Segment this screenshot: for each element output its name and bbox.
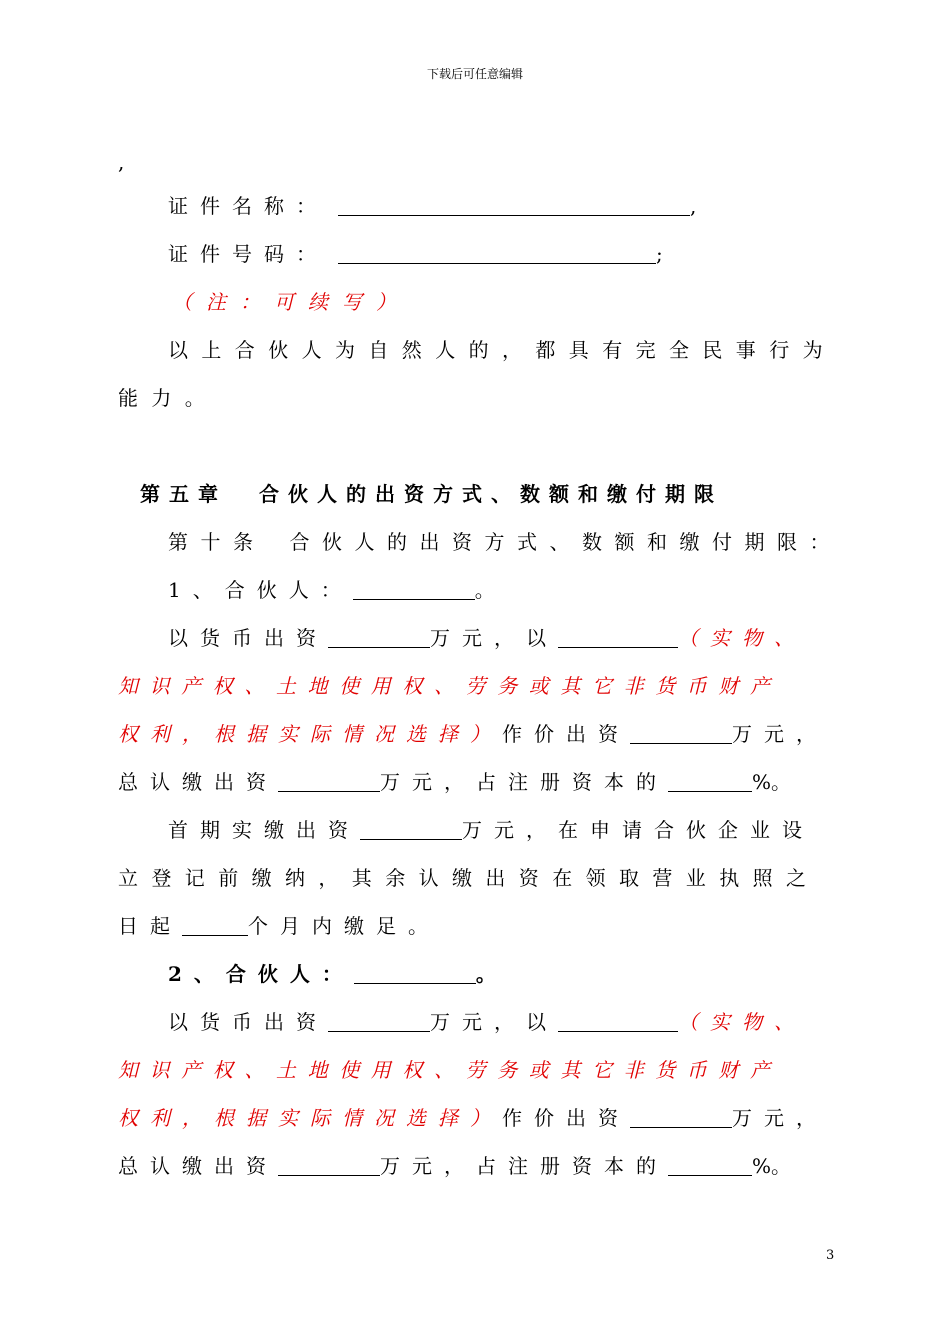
value-unit-2: 万元， <box>732 1106 828 1130</box>
asset-note-start: （实物、 <box>678 626 806 650</box>
value-label-2: 作价出资 <box>502 1106 630 1130</box>
value-line-1 <box>118 720 828 748</box>
cash-unit-2: 万元，以 <box>430 1010 558 1034</box>
asset-note-end-2: 权利，根据实际情况选择） <box>118 1106 502 1130</box>
first-payment-blank <box>360 819 462 840</box>
percent-sign: %。 <box>752 770 792 794</box>
id-name-line <box>168 192 696 220</box>
value-label: 作价出资 <box>502 722 630 746</box>
deadline-label: 日起 <box>118 914 182 938</box>
id-number-blank <box>338 243 656 264</box>
first-payment-label: 首期实缴出资 <box>168 818 360 842</box>
capacity-line-1: 以上合伙人为自然人的，都具有完全民事行为 <box>168 338 836 362</box>
id-name-label: 证件名称： <box>168 194 328 218</box>
asset-type-blank-1 <box>558 627 678 648</box>
registration-line: 立登记前缴纳，其余认缴出资在领取营业执照之 <box>118 866 820 890</box>
first-payment-text: 万元，在申请合伙企业设 <box>462 818 814 842</box>
total-line-1 <box>118 768 791 796</box>
article-number: 第十条 <box>168 530 266 554</box>
total-text-2: 万元，占注册资本的 <box>380 1154 668 1178</box>
value-line-2 <box>118 1104 828 1132</box>
id-number-label: 证件号码： <box>168 242 328 266</box>
partner-1-end: 。 <box>474 578 495 602</box>
cash-unit: 万元，以 <box>430 626 558 650</box>
id-number-end: ; <box>656 242 663 266</box>
asset-type-blank-2 <box>558 1011 678 1032</box>
partner-2-label: 2、合伙人： <box>168 962 354 986</box>
value-amount-blank-1 <box>630 723 732 744</box>
partner-1-label: 1、合伙人： <box>168 578 353 602</box>
value-amount-blank-2 <box>630 1107 732 1128</box>
note-continue: （注：可续写） <box>172 290 410 314</box>
value-unit: 万元， <box>732 722 828 746</box>
cash-line-2 <box>168 1008 806 1036</box>
total-amount-blank-1 <box>278 771 380 792</box>
chapter-heading <box>140 480 723 508</box>
id-name-blank <box>338 195 690 216</box>
id-name-end: , <box>690 194 697 218</box>
article-heading <box>168 528 842 556</box>
percent-sign-2: %。 <box>752 1154 792 1178</box>
cash-label: 以货币出资 <box>168 626 328 650</box>
first-payment-line <box>168 816 814 844</box>
deadline-text: 个月内缴足。 <box>248 914 440 938</box>
cash-amount-blank-2 <box>328 1011 430 1032</box>
total-line-2 <box>118 1152 791 1180</box>
partner-1-blank <box>353 579 475 600</box>
asset-note-line-2: 知识产权、土地使用权、劳务或其它非货币财产 <box>118 674 782 698</box>
asset-note-end: 权利，根据实际情况选择） <box>118 722 502 746</box>
cash-amount-blank-1 <box>328 627 430 648</box>
total-label: 总认缴出资 <box>118 770 278 794</box>
share-percent-blank-2 <box>668 1155 752 1176</box>
partner-2-line <box>168 960 496 988</box>
comma-line: , <box>118 150 125 174</box>
share-percent-blank-1 <box>668 771 752 792</box>
total-label-2: 总认缴出资 <box>118 1154 278 1178</box>
page-number: 3 <box>826 1248 835 1263</box>
id-number-line <box>168 240 663 268</box>
total-text: 万元，占注册资本的 <box>380 770 668 794</box>
partner-1-line <box>168 576 495 604</box>
page-header: 下载后可任意编辑 <box>426 67 523 81</box>
partner-2-blank <box>354 963 476 984</box>
chapter-title: 合伙人的出资方式、数额和缴付期限 <box>259 482 723 506</box>
article-title: 合伙人的出资方式、数额和缴付期限： <box>289 530 842 554</box>
chapter-number: 第五章 <box>140 482 227 506</box>
deadline-line <box>118 912 440 940</box>
asset-note-line-2b: 知识产权、土地使用权、劳务或其它非货币财产 <box>118 1058 782 1082</box>
partner-2-end: 。 <box>475 962 496 986</box>
total-amount-blank-2 <box>278 1155 380 1176</box>
capacity-line-2: 能力。 <box>118 386 219 410</box>
months-blank <box>182 915 248 936</box>
cash-label-2: 以货币出资 <box>168 1010 328 1034</box>
cash-line-1 <box>168 624 806 652</box>
asset-note-start-2: （实物、 <box>678 1010 806 1034</box>
